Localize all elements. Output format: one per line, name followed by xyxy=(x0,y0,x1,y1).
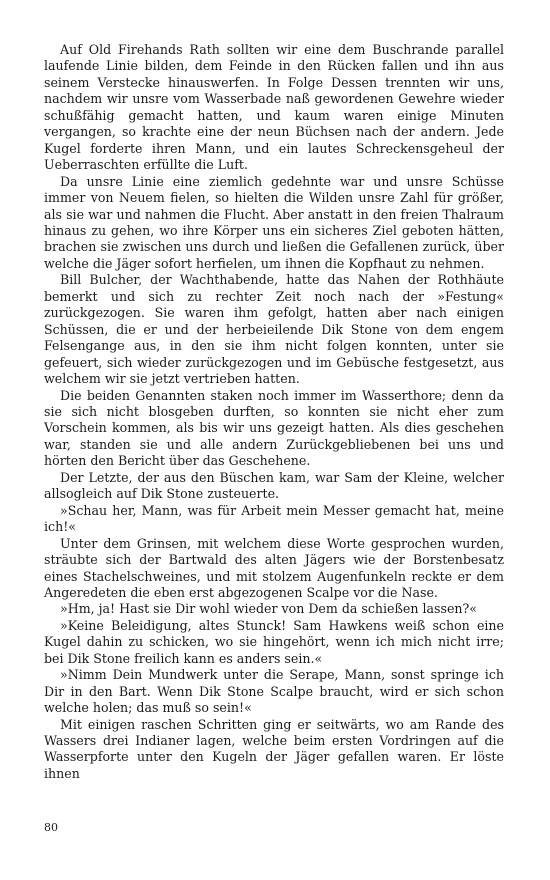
paragraph: Mit einigen raschen Schritten ging er seitwärts, wo am Rande des Wassers drei Indianer lagen, welche beim ersten Vordringen auf die Wasserpforte unter den Kugeln der Jäger gefallen waren. Er löste ihnen xyxy=(44,716,504,781)
paragraph: Auf Old Firehands Rath sollten wir eine dem Buschrande parallel laufende Linie bilden, dem Feinde in den Rücken fallen und ihn aus seinem Verstecke hinauswerfen. In Folge Dessen trennten wir uns, nachdem wir unsre vom Wasserbade naß gewordenen Gewehre wieder schußfähig gemacht hatten, und kaum waren einige Minuten vergangen, so krachte eine der neun Büchsen nach der andern. Jede Kugel forderte ihren Mann, und ein lautes Schreckensgeheul der Ueberraschten erfüllte die Luft. xyxy=(44,42,504,173)
paragraph: Unter dem Grinsen, mit welchem diese Worte gesprochen wurden, sträubte sich der Bartwald des alten Jägers wie der Borstenbesatz eines Stachelschweines, und mit stolzem Augenfunkeln reckte er dem Angeredeten die eben erst abgezogenen Scalpe vor die Nase. xyxy=(44,535,504,600)
body-text xyxy=(44,42,504,782)
paragraph: »Nimm Dein Mundwerk unter die Serape, Mann, sonst springe ich Dir in den Bart. Wenn Dik Stone Scalpe braucht, wird er sich schon welche holen; das muß so sein!« xyxy=(44,667,504,716)
paragraph: Bill Bulcher, der Wachthabende, hatte das Nahen der Rothhäute bemerkt und sich zu rechter Zeit noch nach der »Festung« zurückgezogen. Sie waren ihm gefolgt, hatten aber nach einigen Schüssen, die er und der herbeieilende Dik Stone von dem engem Felsengange aus, in den sie ihm nicht folgen konnten, unter sie gefeuert, sich wieder zurückgezogen und im Gebüsche festgesetzt, aus welchem wir sie jetzt vertrieben hatten. xyxy=(44,272,504,387)
paragraph: Da unsre Linie eine ziemlich gedehnte war und unsre Schüsse immer von Neuem fielen, so hielten die Wilden unsre Zahl für größer, als sie war und nahmen die Flucht. Aber anstatt in den freien Thalraum hinaus zu gehen, wo ihre Körper uns ein sicheres Ziel geboten hätten, brachen sie zwischen uns durch und ließen die Gefallenen zurück, über welche die Jäger sofort herfielen, um ihnen die Kopfhaut zu nehmen. xyxy=(44,173,504,271)
paragraph: »Keine Beleidigung, altes Stunck! Sam Hawkens weiß schon eine Kugel dahin zu schicken, wo sie hingehört, wenn ich mich nicht irre; bei Dik Stone freilich kann es anders sein.« xyxy=(44,617,504,666)
page-number: 80 xyxy=(44,821,58,834)
paragraph: »Schau her, Mann, was für Arbeit mein Messer gemacht hat, meine ich!« xyxy=(44,502,504,535)
paragraph: »Hm, ja! Hast sie Dir wohl wieder von Dem da schießen lassen?« xyxy=(60,601,477,617)
paragraph: Die beiden Genannten staken noch immer im Wasserthore; denn da sie sich nicht blosgeben durften, so konnten sie nicht eher zum Vorschein kommen, als bis wir uns gezeigt hatten. Als dies geschehen war, standen sie und alle andern Zurückgebliebenen bei uns und hörten den Bericht über das Geschehene. xyxy=(44,387,504,469)
paragraph: Der Letzte, der aus den Büschen kam, war Sam der Kleine, welcher allsogleich auf Dik Stone zusteuerte. xyxy=(44,469,504,502)
